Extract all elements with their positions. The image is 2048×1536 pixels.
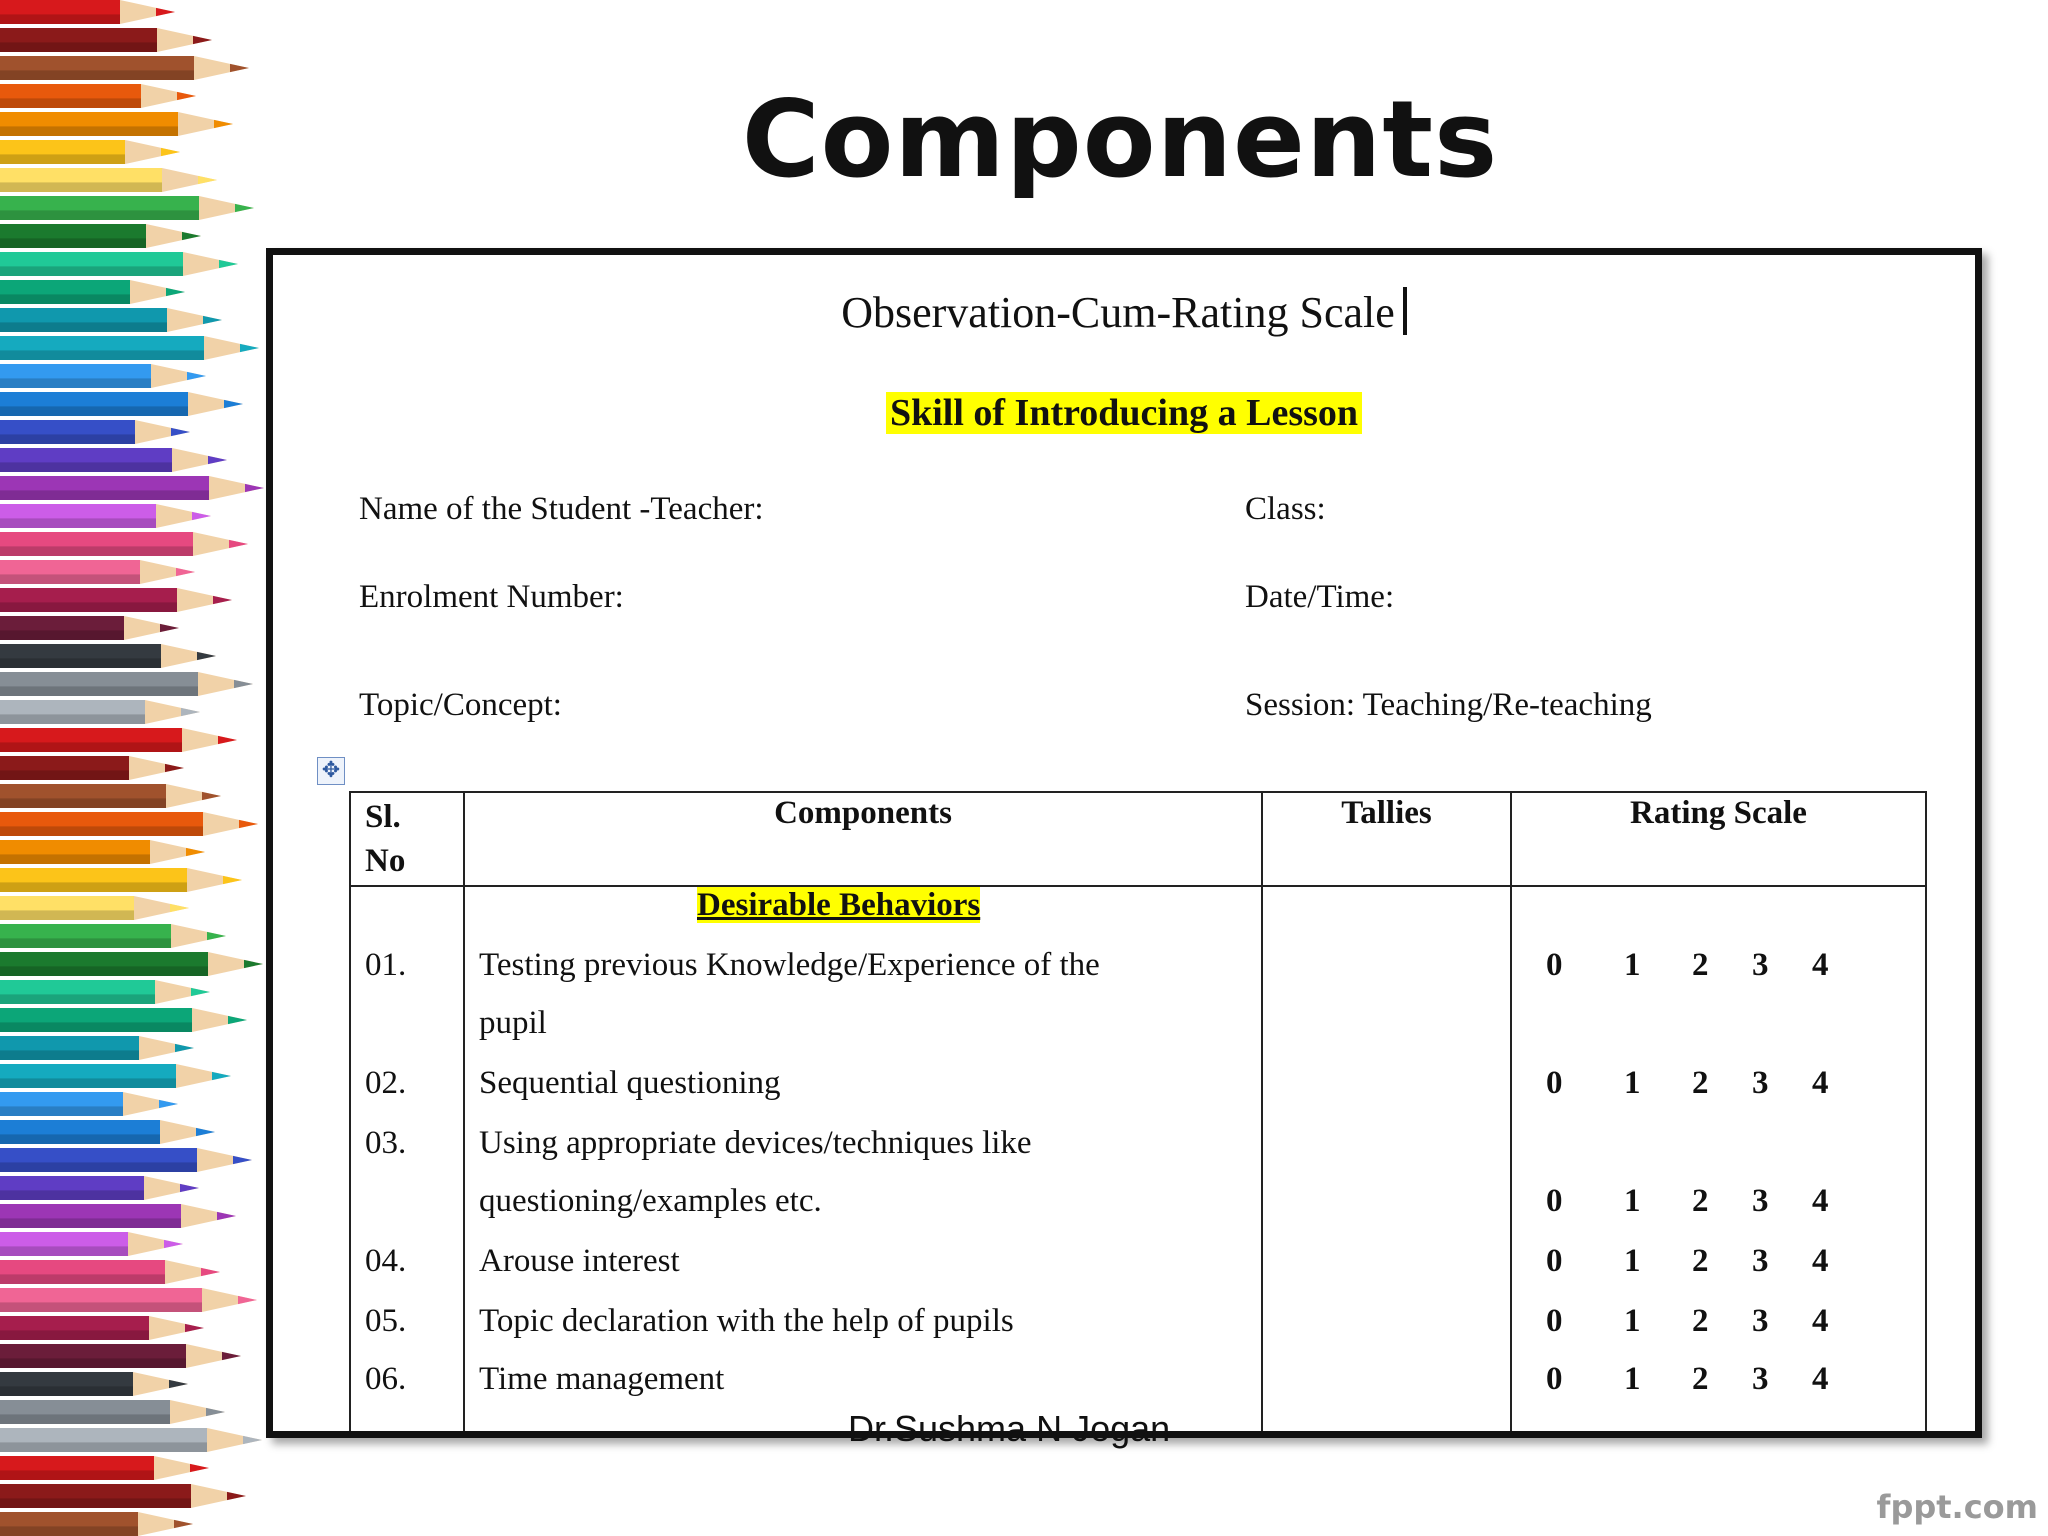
sl-no-column [350,886,464,1438]
rating-score-06-1: 1 [1624,1361,1641,1397]
rating-score-03-0: 0 [1546,1183,1563,1219]
rating-score-03-1: 1 [1624,1183,1641,1219]
header-sl-no [350,792,464,886]
header-sl-line1: Sl. [365,799,401,835]
field-class: Class: [1245,491,1326,527]
rating-score-06-2: 2 [1692,1361,1709,1397]
row-number-03: 03. [365,1125,407,1161]
rating-table [349,791,1927,1438]
section-label [697,887,980,924]
row-number-06: 06. [365,1361,407,1397]
row-number-04: 04. [365,1243,407,1279]
rating-score-04-1: 1 [1624,1243,1641,1279]
table-header-row [350,792,1926,886]
skill-title [273,391,1975,435]
tallies-column [1262,886,1511,1438]
footer-author: Dr.Sushma N Jogan [848,1408,1171,1449]
rating-score-01-0: 0 [1546,947,1563,983]
header-components: Components [464,792,1262,886]
rating-score-04-4: 4 [1812,1243,1829,1279]
rating-score-05-0: 0 [1546,1303,1563,1339]
field-topic: Topic/Concept: [359,687,562,723]
rating-score-01-1: 1 [1624,947,1641,983]
rating-score-05-1: 1 [1624,1303,1641,1339]
row-number-01: 01. [365,947,407,983]
field-date-time: Date/Time: [1245,579,1395,615]
row-number-02: 02. [365,1065,407,1101]
rating-score-01-4: 4 [1812,947,1829,983]
field-student-teacher: Name of the Student -Teacher: [359,491,764,527]
slide-title: Components [741,78,1499,201]
document-screenshot [266,248,1982,1438]
section-label-text: Desirable Behaviors [697,887,981,923]
rating-score-02-0: 0 [1546,1065,1563,1101]
header-tallies: Tallies [1262,792,1511,886]
text-cursor [1403,287,1407,335]
component-03-line2: questioning/examples etc. [479,1183,822,1219]
table-move-handle-icon[interactable]: ✥ [317,757,345,785]
rating-score-04-2: 2 [1692,1243,1709,1279]
rating-score-04-3: 3 [1752,1243,1769,1279]
rating-score-03-2: 2 [1692,1183,1709,1219]
rating-score-06-0: 0 [1546,1361,1563,1397]
rating-score-02-2: 2 [1692,1065,1709,1101]
rating-score-02-1: 1 [1624,1065,1641,1101]
rating-score-01-3: 3 [1752,947,1769,983]
field-session: Session: Teaching/Re-teaching [1245,687,1652,723]
header-rating-scale: Rating Scale [1511,792,1926,886]
rating-score-05-3: 3 [1752,1303,1769,1339]
component-06-line1: Time management [479,1361,725,1397]
rating-score-02-4: 4 [1812,1065,1829,1101]
rating-score-01-2: 2 [1692,947,1709,983]
component-01-line1: Testing previous Knowledge/Experience of the [479,947,1100,983]
brand-watermark: fppt.com [1876,1488,2038,1526]
rating-score-04-0: 0 [1546,1243,1563,1279]
row-number-05: 05. [365,1303,407,1339]
rating-score-03-3: 3 [1752,1183,1769,1219]
components-column [464,886,1262,1438]
rating-scale-column [1511,886,1926,1438]
document-title [273,287,1975,338]
rating-score-06-4: 4 [1812,1361,1829,1397]
pencil-border-image [0,0,270,1536]
document-title-text: Observation-Cum-Rating Scale [841,288,1395,337]
rating-score-05-2: 2 [1692,1303,1709,1339]
rating-score-02-3: 3 [1752,1065,1769,1101]
component-04-line1: Arouse interest [479,1243,680,1279]
component-02-line1: Sequential questioning [479,1065,781,1101]
skill-title-text: Skill of Introducing a Lesson [886,392,1362,434]
field-enrolment: Enrolment Number: [359,579,624,615]
rating-score-06-3: 3 [1752,1361,1769,1397]
component-01-line2: pupil [479,1005,547,1041]
component-05-line1: Topic declaration with the help of pupils [479,1303,1014,1339]
table-body-row [350,886,1926,1438]
rating-score-05-4: 4 [1812,1303,1829,1339]
header-sl-line2: No [365,843,406,879]
component-03-line1: Using appropriate devices/techniques like [479,1125,1032,1161]
rating-score-03-4: 4 [1812,1183,1829,1219]
